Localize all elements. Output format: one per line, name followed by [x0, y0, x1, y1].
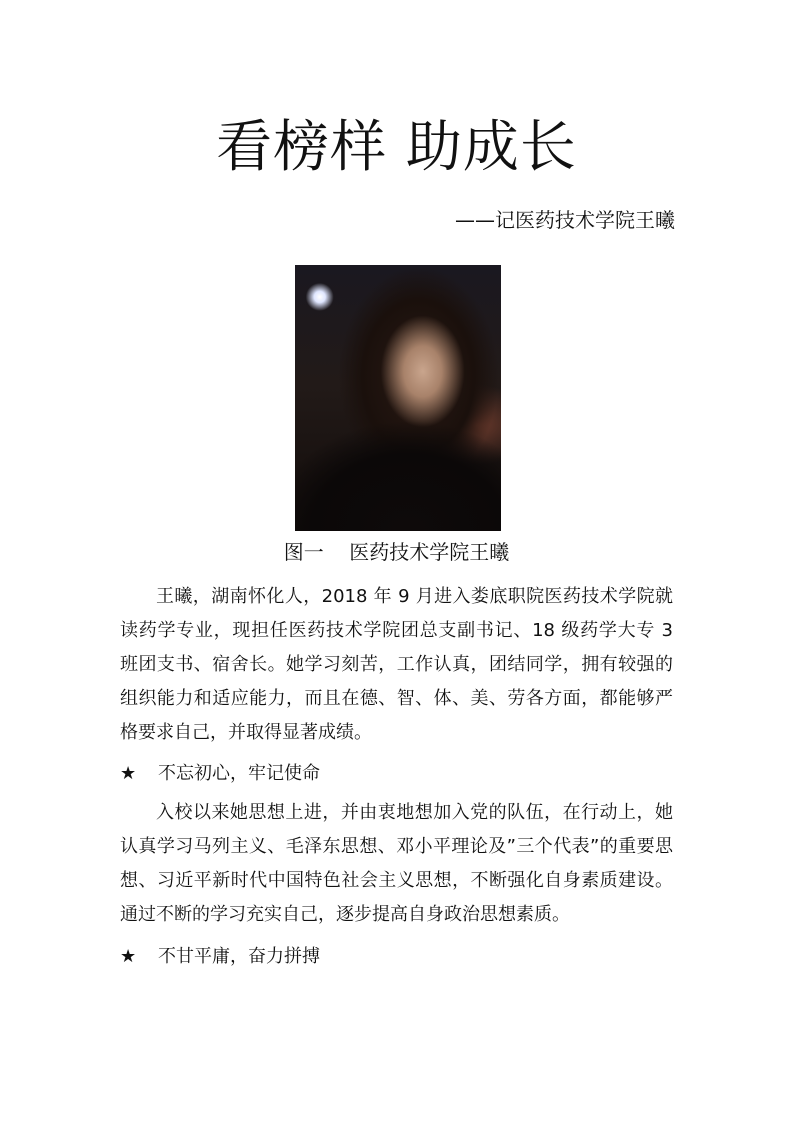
section-heading-text: 不忘初心，牢记使命 — [158, 763, 320, 784]
section-heading-1 — [120, 757, 320, 791]
portrait-photo — [295, 265, 501, 531]
star-icon: ★ — [120, 763, 137, 784]
document-title: 看榜样 助成长 — [216, 115, 577, 180]
paragraph-political-thought: 入校以来她思想上进，并由衷地想加入党的队伍，在行动上，她认真学习马列主义、毛泽东思想、邓小平理论及”三个代表”的重要思想、习近平新时代中国特色社会主义思想，不断强化自身素质建设。通过不断的学习充实自己，逐步提高自身政治思想素质。 — [120, 802, 673, 925]
figure-caption: 图一 医药技术学院王曦 — [283, 540, 510, 564]
document-subtitle: ——记医药技术学院王曦 — [455, 208, 675, 232]
section-heading-text: 不甘平庸，奋力拼搏 — [158, 946, 320, 967]
section-heading-2 — [120, 940, 320, 974]
paragraph-introduction: 王曦，湖南怀化人，2018 年 9 月进入娄底职院医药技术学院就读药学专业，现担任医药技术学院团总支副书记、18 级药学大专 3 班团支书、宿舍长。她学习刻苦，工作认真，团结同学，拥有较强的组织能力和适应能力，而且在德、智、体、美、劳各方面，都能够严格要求自己，并取得显著成绩。 — [120, 586, 673, 743]
star-icon: ★ — [120, 946, 137, 967]
portrait-photo-shadow — [295, 411, 501, 531]
